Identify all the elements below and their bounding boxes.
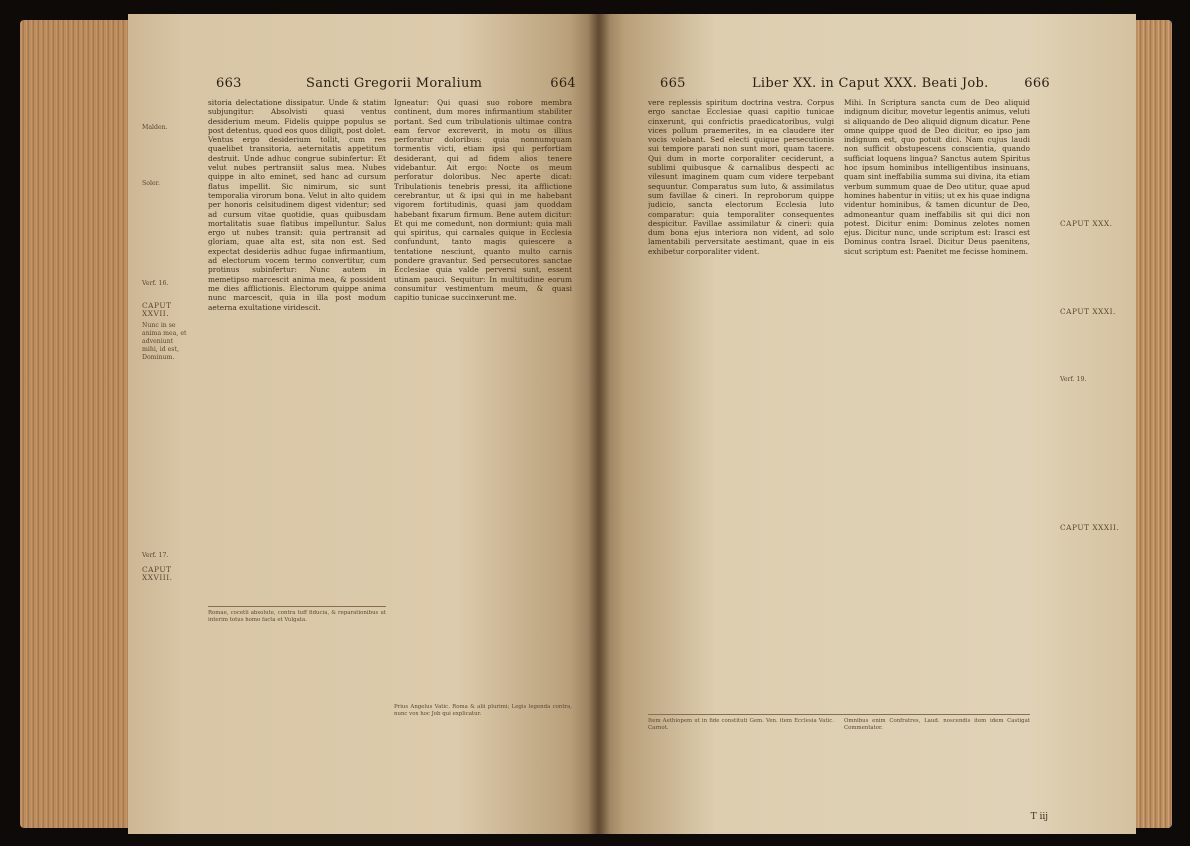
margin-notes (1060, 110, 1120, 532)
left-page (128, 14, 598, 834)
chapter-label: CAPUT XXX. (1060, 219, 1113, 228)
right-page (598, 14, 1136, 834)
chapter-label: CAPUT XXXII. (1060, 523, 1120, 532)
page-edges-right (1132, 20, 1172, 828)
chapter-label: CAPUT XXXI. (1060, 307, 1116, 316)
text-column-left (648, 98, 834, 698)
signature-mark: T iij (1030, 812, 1048, 822)
running-title: Sancti Gregorii Moralium (306, 76, 483, 91)
body-text: vere replessis spiritum doctrina vestra. Corpus ergo sanctae Ecclesiae quasi capitio tunicae cinxerunt, qui confrictis praedicatoribus, vulgi vices pollum praemerites, in ea claudere iter vocis volebant. Sed electi quique persecutionis sui tempore parati non sunt mori, quam tacere. Qui dum in morte corporaliter ceciderunt, a sublimi quibusque & carnalibus despecti ac vilesunt imaginem quam cum videre terpebant sequuntur. Comparatus sum luto, & assimilatus sum favillae & cineri. In reproborum quippe judicio, sancta electorum Ecclesia luto comparatur: quia temporaliter consequentes despicitur. Favillae assimilatur & cineri: quia dum bona ejus interiora non vident, ad solo lamentabili perversitate aestimant, quae in eis exhibetur corporaliter vident. (648, 98, 834, 256)
footnote-rule (208, 606, 386, 607)
footnotes: Romae, cocetli absolute, contra tuff fiducia, & reparationibus ut interim totus homo facta et Vulgata. (208, 610, 386, 623)
chapter-label: CAPUT XXVII. (142, 301, 172, 318)
text-column-right (394, 98, 572, 694)
text-column-left (208, 98, 386, 598)
open-book (20, 14, 1172, 834)
margin-note: Verf. 16. (142, 280, 169, 287)
chapter-label: CAPUT XXVIII. (142, 565, 173, 582)
footnote-rule (648, 714, 1030, 715)
page-number: 663 (216, 76, 242, 91)
footnotes: Item Aethiopem ut in fide constituti Gem. Ven. item Ecclesia Vatic. Carnot. (648, 718, 834, 731)
body-text: Mihi. In Scriptura sancta cum de Deo aliquid indignum dicitur, movetur legentis animus, veluti si aliquando de Deo aliquid dignum dicatur. Pene omne quippe quod de Deo dicitur, eo ipso jam indignum est, quo potuit dici. Nam cujus laudi non sufficit obstupescens conscientia, quando sufficiat loquens lingua? Sanctus autem Spiritus hoc ipsum hominibus intelligentibus insinuans, quam sint ineffabilia summa sui divina, ita etiam verbum summum quae de Deo utitur, quae apud homines habentur in vitiis; ut ex his quae indigna videntur hominibus, & tamen dicuntur de Deo, admoneantur quam ineffabilis sit qui dici non potest. Dicitur enim: Dominus zelotes nomen ejus. Dicitur nunc, unde scriptum est: Irasci est Dominus contra Israel. Dicitur Deus paenitens, sicut scriptum est: Paenitet me fecisse hominem. (844, 98, 1030, 256)
body-text: sitoria delectatione dissipatur. Unde & statim subjungitur: Absolvisti quasi ventus desiderium meum. Fidelis quippe populus se post detentus, quod eos quos diligit, post dolet. Ventus ergo desiderium tollit, cum res quaelibet transitoria, aeternitatis appetitum destruit. Unde adhuc congrue subinfertur: Et velut nubes pertransiit salus mea. Nubes quippe in alto eminet, sed hanc ad cursum flatus impellit. Sic nimirum, sic sunt temporalia virorum bona. Velut in alto quidem per honoris celsitudinem digest videntur; sed ad cursum vitae quotidie, quas quibusdam mortalitatis suae flatibus impelluntur. Salus ergo ut nubes transit: quia pertransit ad gloriam, quae alta est, sita non est. Sed expectat desideriis adhuc fugae infirmantium, ad electorum vocem termo convertitur, cum protinus subinfertur: Nunc autem in memetipso marcescit anima mea, & possident me dies afflictionis. Electorum quippe anima nunc marcescit, quia in illa post modum aeterna exultatione viridescit. (208, 98, 386, 312)
margin-note: Soler. (142, 180, 160, 187)
running-title: Liber XX. in Caput XXX. Beati Job. (752, 76, 989, 91)
margin-note: Nunc in se anima mea, et adveniunt mihi, id est, Dominum. (142, 322, 187, 361)
page-number: 666 (1024, 76, 1050, 91)
margin-notes (142, 110, 188, 582)
page-number: 665 (660, 76, 686, 91)
footnotes: Omnibus enim Confratres, Laud. noscendis item idem Castigat Commentator. (844, 718, 1030, 731)
page-number: 664 (550, 76, 576, 91)
book-gutter (588, 14, 610, 834)
text-column-right (844, 98, 1030, 698)
page-edges-left (20, 20, 132, 828)
margin-note: Verf. 19. (1060, 376, 1087, 383)
footnotes: Prius Angelus Vatic. Roma & alii plurimi; Legis legenda contra, nunc vox hoc Job qui explicatur. (394, 704, 572, 717)
body-text: Igneatur: Qui quasi suo robore membra continent, dum mores infirmantium stabiliter portant. Sed cum tribulationis ultimae contra eam fervor excreverit, in motu os illius perforatur doloribus: quia nonnumquam tormentis victi, etiam ipsi qui perfortiam desiderant, qui ad fidem alios tenere videbantur. Ait ergo: Nocte os meum perforatur doloribus. Nec aperte dicat: Tribulationis tenebris pressi, ita afflictione cerebrantur, ut & ipsi qui in me habebant vigorem fortitudinis, quasi jam quoddam habebant fixarum firmum. Bene autem dicitur: Et qui me comedunt, non dormiunt: quia mali qui spiritus, qui carnales quique in Ecclesia confundunt, tanto magis quiescere a tentatione nesciunt, quanto multo carnis pondere gravantur. Sed persecutores sanctae Ecclesiae quia valde perversi sunt, essent utinam pauci. Sequitur: In multitudine eorum consumitur vestimentum meum, & quasi capitio tunicae succinxerunt me. (394, 98, 572, 303)
margin-note: Malden. (142, 124, 168, 131)
margin-note: Verf. 17. (142, 552, 169, 559)
